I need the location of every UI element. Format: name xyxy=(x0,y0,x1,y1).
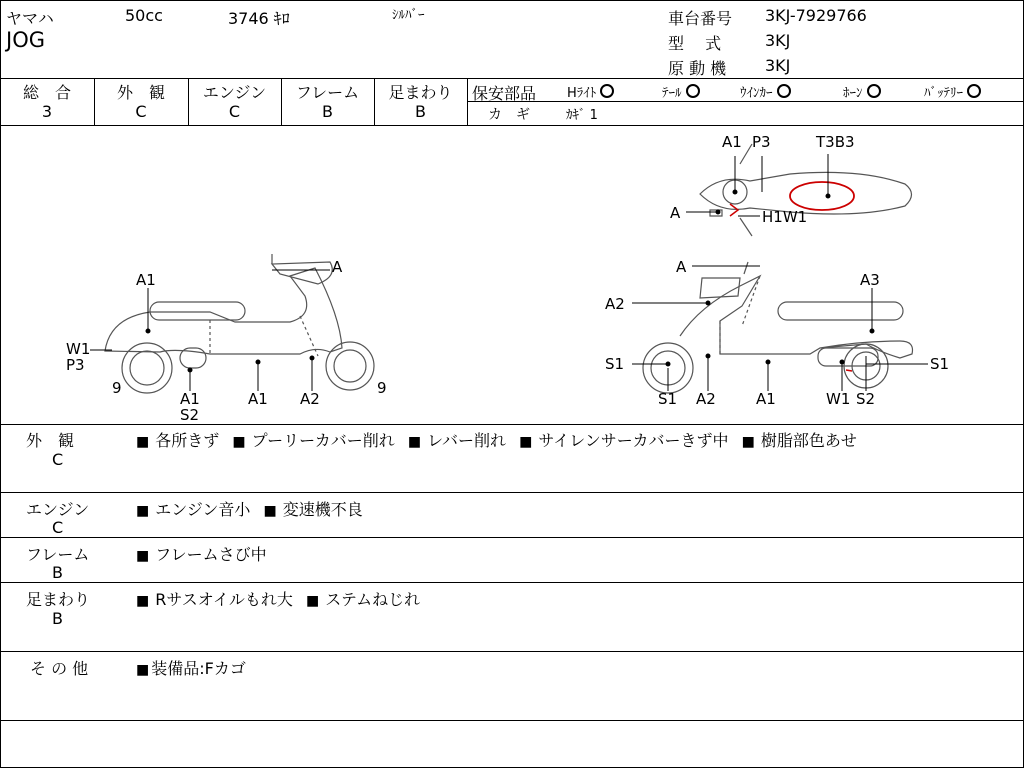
ok-circle-icon xyxy=(867,84,881,98)
safety-item-battery: ﾊﾞｯﾃﾘｰ xyxy=(924,82,981,101)
grade-overall-value: 3 xyxy=(41,102,53,121)
grade-exterior-value: C xyxy=(135,102,147,121)
section-frame-grade: B xyxy=(52,563,63,582)
diagram-label: A xyxy=(670,204,681,222)
key-label: カ ギ xyxy=(488,107,530,123)
safety-parts-label: 保安部品 xyxy=(472,84,537,103)
section-exterior-label: 外 観 xyxy=(26,431,75,450)
section-frame-label: フレーム xyxy=(26,545,90,564)
diagram-label: T3B3 xyxy=(816,133,855,151)
section-exterior-notes: ■ 各所きず ■ プーリーカバー削れ ■ レバー削れ ■ サイレンサーカバーきず中 ■ 樹脂部色あせ xyxy=(136,431,857,450)
diagram-label: A1 xyxy=(180,390,200,408)
mileage: 3746 ｷﾛ xyxy=(228,9,290,28)
diagram-label: P3 xyxy=(752,133,771,151)
diagram-label: A2 xyxy=(696,390,716,408)
grade-exterior-label: 外 観 xyxy=(116,83,165,102)
section-engine-label: エンジン xyxy=(26,500,90,519)
diagram-label: P3 xyxy=(66,356,85,374)
diagram-label: 9 xyxy=(112,379,122,397)
tank-scratch-mark xyxy=(790,182,854,210)
rule xyxy=(0,78,1024,79)
ok-circle-icon xyxy=(777,84,791,98)
maker: ヤマハ xyxy=(6,9,54,28)
diagram-label: H1W1 xyxy=(762,208,808,226)
frame-number: 3KJ-7929766 xyxy=(765,6,867,25)
grade-overall-label: 総 合 xyxy=(22,83,71,102)
diagram-label: S1 xyxy=(658,390,678,408)
section-frame-notes: ■ フレームさび中 xyxy=(136,545,267,564)
diagram-label: W1 xyxy=(66,340,91,358)
diagram-label: A xyxy=(332,258,343,276)
grade-frame-value: B xyxy=(322,102,333,121)
diagram-label: A xyxy=(676,258,687,276)
safety-item-winker: ｳｲﾝｶｰ xyxy=(740,82,791,101)
section-exterior-grade: C xyxy=(52,450,64,469)
grade-suspension-label: 足まわり xyxy=(388,83,453,102)
type-value: 3KJ xyxy=(765,31,791,50)
section-engine-grade: C xyxy=(52,518,64,537)
diagram-label: S1 xyxy=(605,355,625,373)
diagram-label: A3 xyxy=(860,271,880,289)
section-engine-notes: ■ エンジン音小 ■ 変速機不良 xyxy=(136,500,363,519)
displacement: 50cc xyxy=(125,6,163,25)
diagram-label: A1 xyxy=(756,390,776,408)
diagram-label: S1 xyxy=(930,355,950,373)
grade-suspension-value: B xyxy=(415,102,426,121)
ok-circle-icon xyxy=(967,84,981,98)
ok-circle-icon xyxy=(686,84,700,98)
engine-type-label: 原 動 機 xyxy=(668,59,727,78)
scooter-diagram xyxy=(0,126,1024,424)
diagram-label: S2 xyxy=(856,390,876,408)
section-suspension-label: 足まわり xyxy=(26,590,91,609)
section-suspension-grade: B xyxy=(52,609,63,628)
grade-frame-label: フレーム xyxy=(295,83,360,102)
diagram-label: S2 xyxy=(180,406,200,424)
model-name: JOG xyxy=(6,28,45,52)
section-other-notes: ■ 装備品:Fカゴ xyxy=(136,659,246,678)
diagram-label: 9 xyxy=(377,379,387,397)
type-label: 型 式 xyxy=(668,34,722,53)
diagram-label: A1 xyxy=(722,133,742,151)
safety-item-headlight: Hﾗｲﾄ xyxy=(567,82,614,101)
section-other-label: そ の 他 xyxy=(30,659,89,678)
diagram-label: A2 xyxy=(605,295,625,313)
color: ｼﾙﾊﾞｰ xyxy=(392,8,425,23)
safety-item-tail: ﾃｰﾙ xyxy=(662,82,700,101)
diagram-label: A1 xyxy=(136,271,156,289)
grade-engine-label: エンジン xyxy=(202,83,267,102)
grade-engine-value: C xyxy=(228,102,241,121)
safety-item-horn: ﾎｰﾝ xyxy=(843,82,881,101)
ok-circle-icon xyxy=(600,84,614,98)
section-suspension-notes: ■ Rサスオイルもれ大 ■ ステムねじれ xyxy=(136,590,421,609)
frame-number-label: 車台番号 xyxy=(668,9,733,28)
key-value: ｶｷﾞ 1 xyxy=(566,108,598,123)
diagram-label: A2 xyxy=(300,390,320,408)
diagram-label: W1 xyxy=(826,390,851,408)
diagram-label: A1 xyxy=(248,390,268,408)
engine-type-value: 3KJ xyxy=(765,56,791,75)
